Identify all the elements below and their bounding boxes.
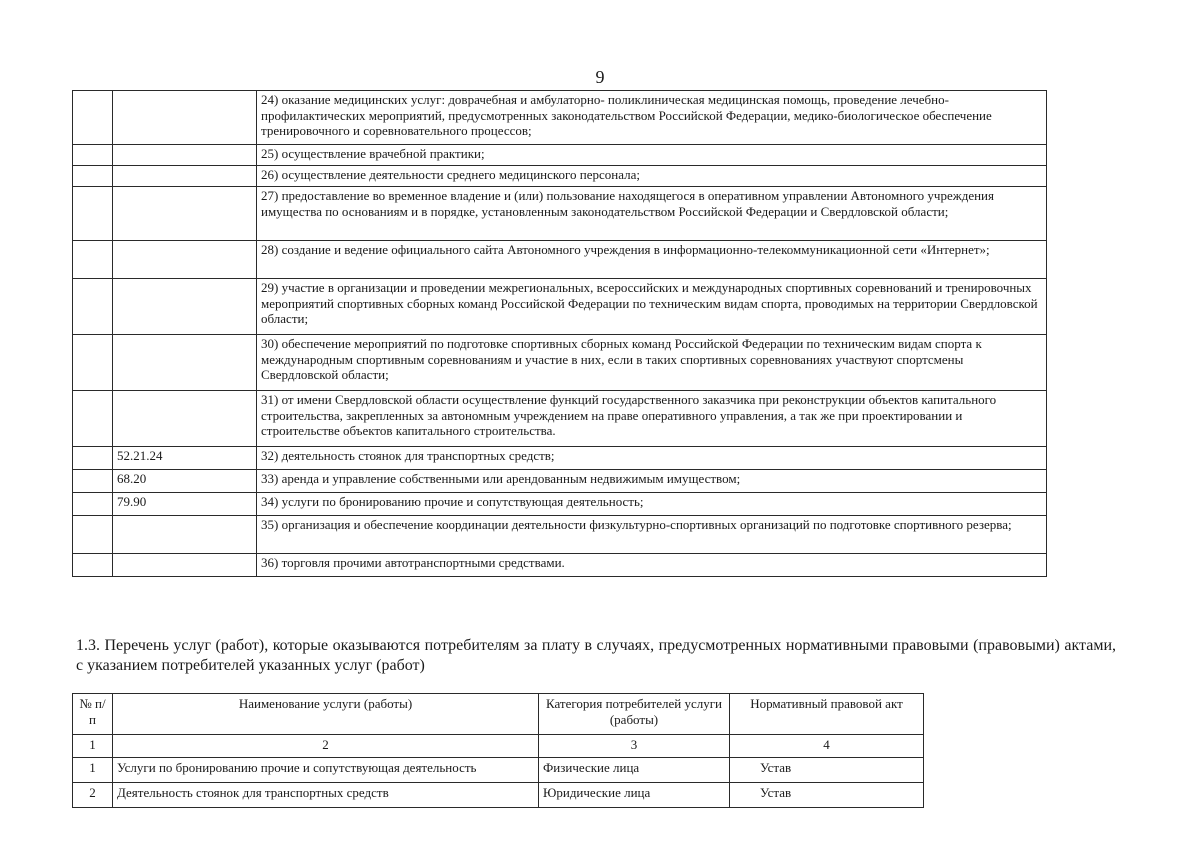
table-row [73, 187, 1047, 241]
row-number-cell [73, 447, 113, 470]
row-number-cell [73, 335, 113, 391]
service-act: Устав [730, 758, 924, 783]
page-number: 9 [595, 67, 605, 87]
header-act: Нормативный правовой акт [730, 694, 924, 735]
table-row [73, 783, 924, 808]
okved-code-cell [113, 279, 257, 335]
table-row [73, 516, 1047, 554]
okved-code-cell [113, 554, 257, 577]
table-row [73, 758, 924, 783]
header-category: Категория потребителей услуги (работы) [539, 694, 730, 735]
activity-text-cell: 30) обеспечение мероприятий по подготовке спортивных сборных команд Российской Федерации по техническим видам спорта к международным спортивным соревнованиям и участие в них, если в таких спортивных соревнованиях участвуют спортсмены Свердловской области; [257, 335, 1047, 391]
okved-code-cell [113, 391, 257, 447]
table-row [73, 391, 1047, 447]
service-act: Устав [730, 783, 924, 808]
column-index: 4 [730, 735, 924, 758]
table-row [73, 447, 1047, 470]
activity-text-cell: 31) от имени Свердловской области осуществление функций государственного заказчика при реконструкции объектов капитального строительства, закрепленных за автономным учреждением на праве оперативного управления, а так же при проектировании и строительстве объектов капитального строительства. [257, 391, 1047, 447]
row-number-cell [73, 241, 113, 279]
section-heading: 1.3. Перечень услуг (работ), которые оказываются потребителям за плату в случаях, предусмотренных нормативными правовыми (правовыми) актами, с указанием потребителей указанных услуг (работ) [76, 637, 1116, 674]
service-name: Деятельность стоянок для транспортных средств [113, 783, 539, 808]
okved-code-cell: 79.90 [113, 493, 257, 516]
activities-table [72, 90, 1047, 577]
row-number-cell [73, 145, 113, 166]
column-index: 1 [73, 735, 113, 758]
okved-code-cell [113, 166, 257, 187]
service-category: Юридические лица [539, 783, 730, 808]
activity-text-cell: 35) организация и обеспечение координации деятельности физкультурно-спортивных организаций по подготовке спортивного резерва; [257, 516, 1047, 554]
table-row [73, 166, 1047, 187]
row-number-cell [73, 391, 113, 447]
row-number-cell [73, 166, 113, 187]
row-number-cell [73, 279, 113, 335]
activity-text-cell: 27) предоставление во временное владение и (или) пользование находящегося в оперативном управлении Автономного учреждения имущества по основаниям и в порядке, установленным законодательством Российской Федерации и Свердловской области; [257, 187, 1047, 241]
activity-text-cell: 29) участие в организации и проведении межрегиональных, всероссийских и международных спортивных соревнований и тренировочных мероприятий спортивных сборных команд Российской Федерации по техническим видам спорта, проводимых на территории Свердловской области; [257, 279, 1047, 335]
row-number-cell [73, 493, 113, 516]
okved-code-cell [113, 335, 257, 391]
table-row [73, 554, 1047, 577]
services-table [72, 693, 924, 808]
table-header-row [73, 694, 924, 735]
okved-code-cell [113, 516, 257, 554]
okved-code-cell [113, 241, 257, 279]
row-number-cell [73, 516, 113, 554]
activity-text-cell: 28) создание и ведение официального сайта Автономного учреждения в информационно-телекоммуникационной сети «Интернет»; [257, 241, 1047, 279]
okved-code-cell: 68.20 [113, 470, 257, 493]
row-number-cell [73, 187, 113, 241]
activity-text-cell: 34) услуги по бронированию прочие и сопутствующая деятельность; [257, 493, 1047, 516]
service-num: 1 [73, 758, 113, 783]
activity-text-cell: 36) торговля прочими автотранспортными средствами. [257, 554, 1047, 577]
activity-text-cell: 25) осуществление врачебной практики; [257, 145, 1047, 166]
activity-text-cell: 32) деятельность стоянок для транспортных средств; [257, 447, 1047, 470]
table-row [73, 470, 1047, 493]
service-category: Физические лица [539, 758, 730, 783]
table-row [73, 91, 1047, 145]
column-index: 3 [539, 735, 730, 758]
activity-text-cell: 33) аренда и управление собственными или арендованным недвижимым имуществом; [257, 470, 1047, 493]
okved-code-cell [113, 91, 257, 145]
table-row [73, 145, 1047, 166]
column-index-row [73, 735, 924, 758]
header-num: № п/п [73, 694, 113, 735]
row-number-cell [73, 91, 113, 145]
row-number-cell [73, 470, 113, 493]
table-row [73, 241, 1047, 279]
activity-text-cell: 26) осуществление деятельности среднего медицинского персонала; [257, 166, 1047, 187]
header-name: Наименование услуги (работы) [113, 694, 539, 735]
column-index: 2 [113, 735, 539, 758]
table-row [73, 493, 1047, 516]
table-row [73, 335, 1047, 391]
okved-code-cell [113, 145, 257, 166]
okved-code-cell: 52.21.24 [113, 447, 257, 470]
activity-text-cell: 24) оказание медицинских услуг: доврачебная и амбулаторно- поликлиническая медицинская помощь, проведение лечебно-профилактических мероприятий, предусмотренных законодательством Российской Федерации, медико-биологическое обеспечение тренировочного и соревновательного процессов; [257, 91, 1047, 145]
service-num: 2 [73, 783, 113, 808]
service-name: Услуги по бронированию прочие и сопутствующая деятельность [113, 758, 539, 783]
okved-code-cell [113, 187, 257, 241]
table-row [73, 279, 1047, 335]
row-number-cell [73, 554, 113, 577]
